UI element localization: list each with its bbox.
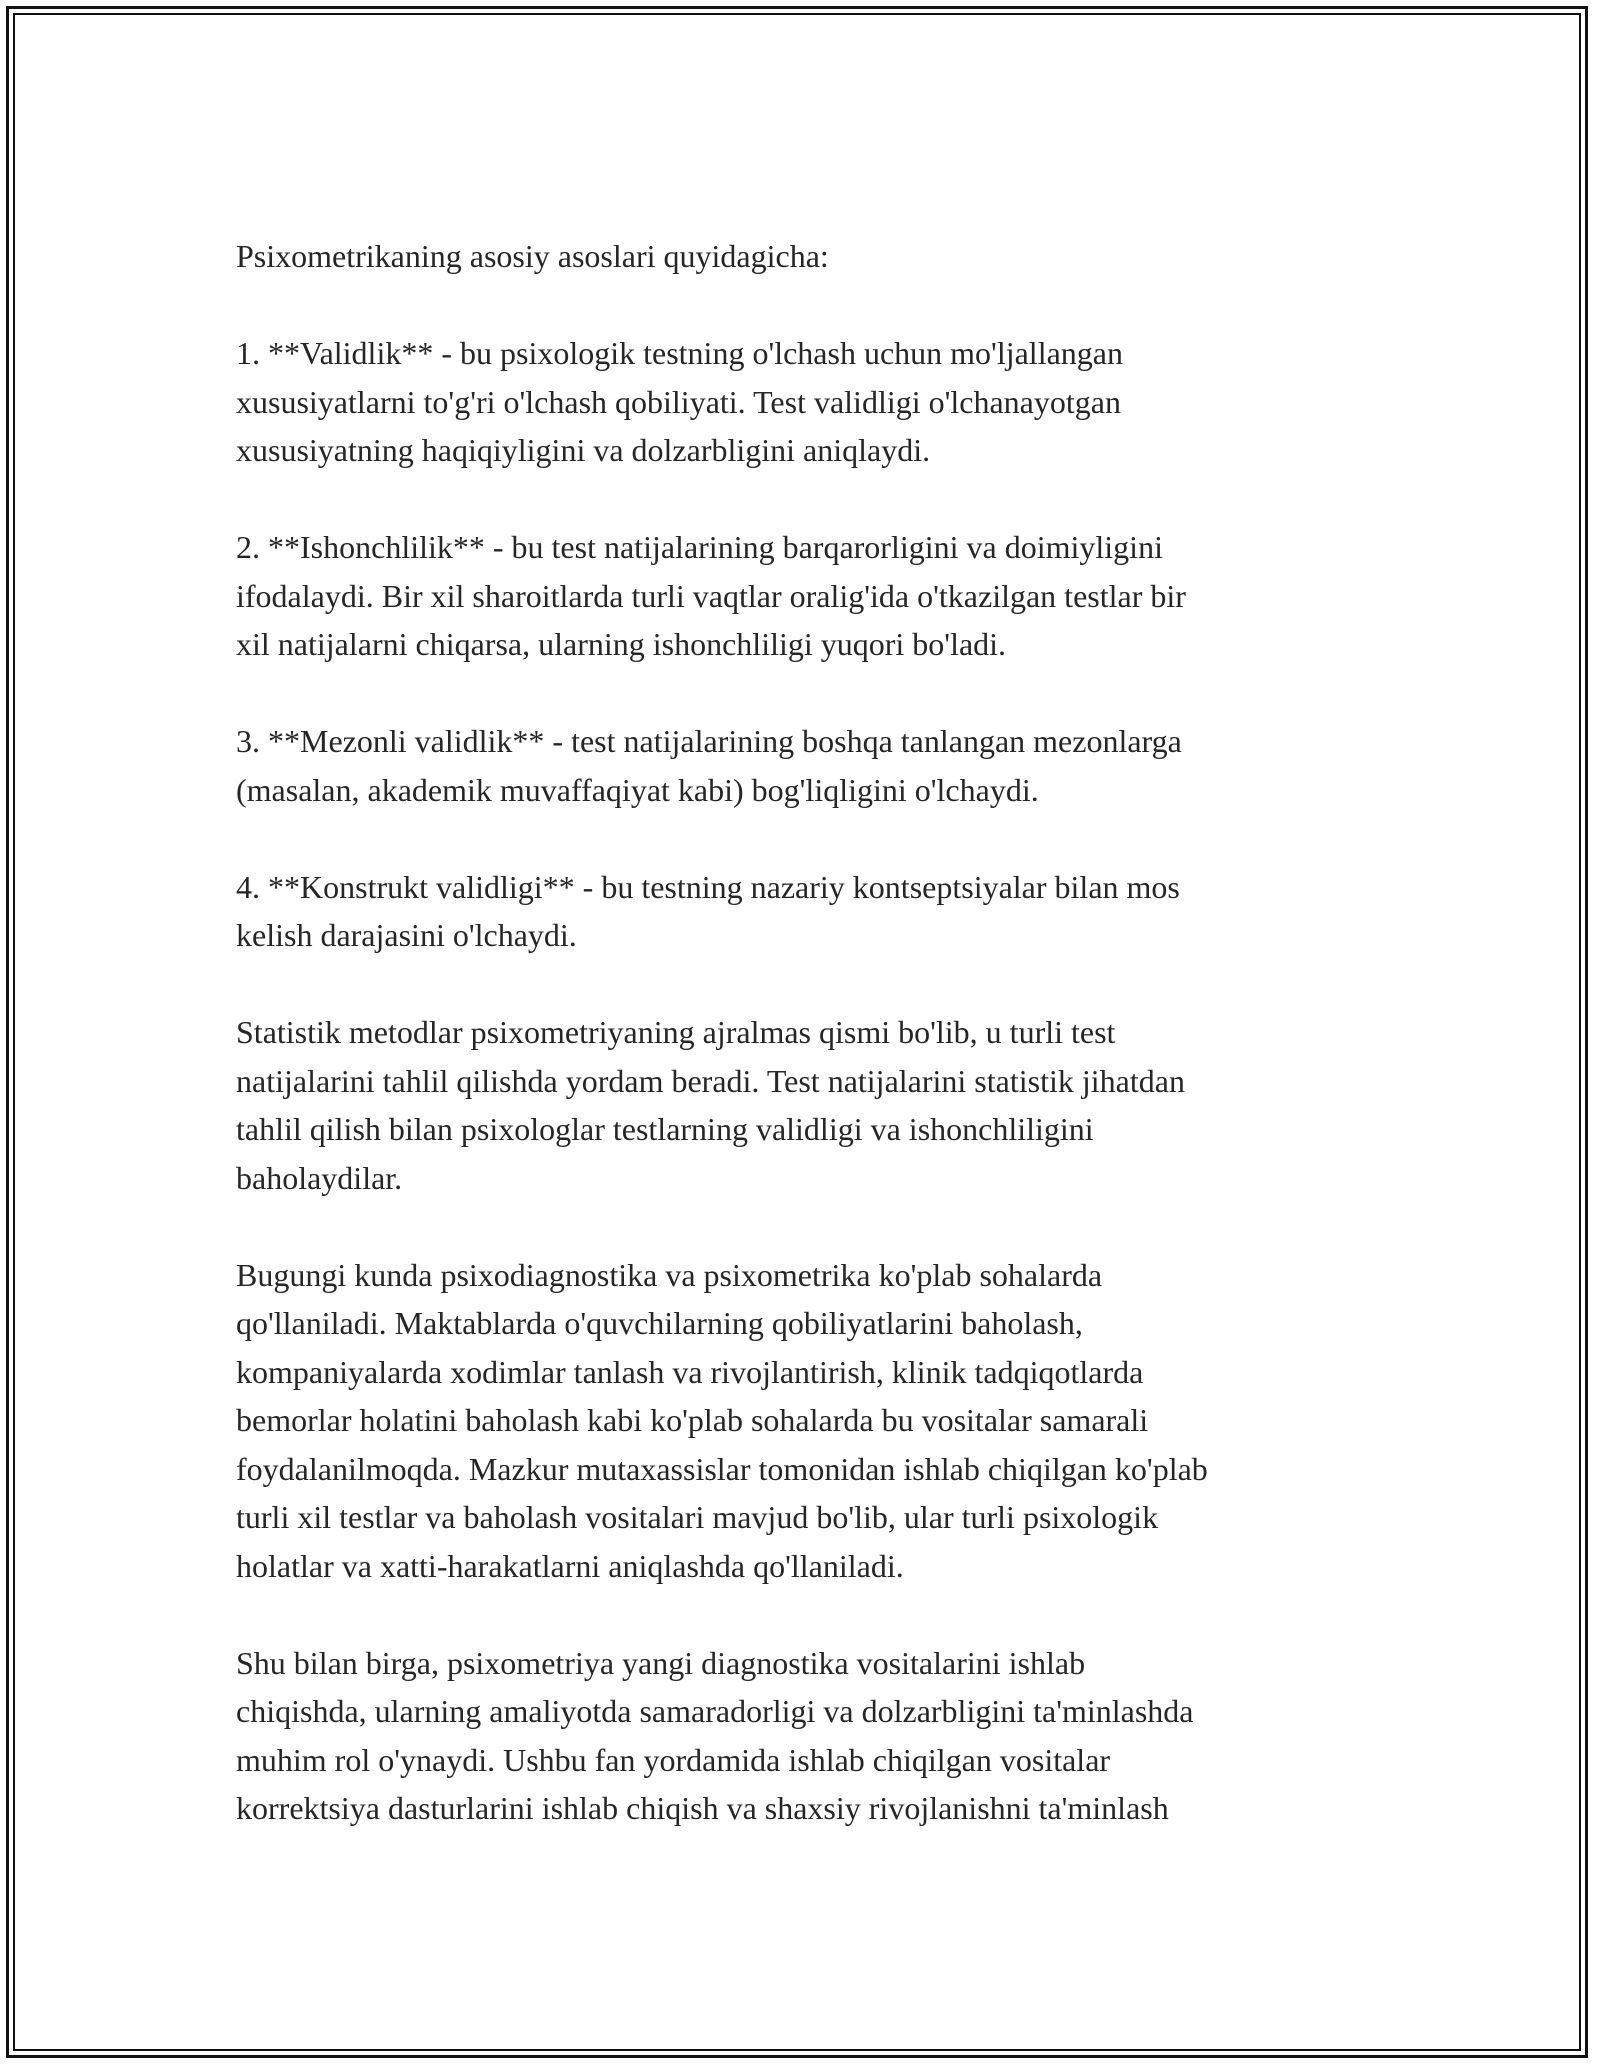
text-line: xususiyatlarni to'g'ri o'lchash qobiliyati. Test validligi o'lchanayotgan [236,383,1121,420]
text-line: foydalanilmoqda. Mazkur mutaxassislar tomonidan ishlab chiqilgan ko'plab [236,1450,1208,1487]
text-line: bemorlar holatini baholash kabi ko'plab sohalarda bu vositalar samarali [236,1402,1149,1438]
paragraph-mezonli-validlik [236,717,1376,814]
paragraph-konstrukt-validligi [236,863,1376,960]
paragraph-statistik-metodlar [236,1008,1376,1202]
text-line: chiqishda, ularning amaliyotda samaradorligi va dolzarbligini ta'minlashda [236,1693,1194,1729]
intro-paragraph [236,232,1376,281]
text-line: muhim rol o'ynaydi. Ushbu fan yordamida ishlab chiqilgan vositalar [236,1741,1111,1778]
document-body [236,232,1376,1881]
paragraph-bugungi-kunda [236,1251,1376,1591]
text-line: 1. **Validlik** - bu psixologik testning o'lchash uchun mo'ljallangan [236,335,1123,371]
text-line: baholaydilar. [236,1159,403,1196]
text-line: turli xil testlar va baholash vositalari mavjud bo'lib, ular turli psixologik [236,1499,1159,1535]
text-line: kompaniyalarda xodimlar tanlash va rivojlantirish, klinik tadqiqotlarda [236,1353,1144,1390]
paragraph-validlik [236,329,1376,475]
text-line: ifodalaydi. Bir xil sharoitlarda turli vaqtlar oralig'ida o'tkazilgan testlar bir [236,577,1186,614]
text-line: 3. **Mezonli validlik** - test natijalarining boshqa tanlangan mezonlarga [236,723,1182,759]
text-line: Bugungi kunda psixodiagnostika va psixometrika ko'plab sohalarda [236,1256,1103,1293]
text-line: 2. **Ishonchlilik** - bu test natijalarining barqarorligini va doimiyligini [236,529,1163,565]
text-line: kelish darajasini o'lchaydi. [236,917,577,953]
text-line: natijalarini tahlil qilishda yordam beradi. Test natijalarini statistik jihatdan [236,1062,1185,1099]
text-line: xususiyatning haqiqiyligini va dolzarbligini aniqlaydi. [236,432,931,468]
text-line: Statistik metodlar psixometriyaning ajralmas qismi bo'lib, u turli test [236,1014,1116,1050]
paragraph-shu-bilan-birga [236,1639,1376,1833]
text-line: qo'llaniladi. Maktablarda o'quvchilarning qobiliyatlarini baholash, [236,1305,1083,1341]
text-line: 4. **Konstrukt validligi** - bu testning nazariy kontseptsiyalar bilan mos [236,868,1180,905]
text-line: korrektsiya dasturlarini ishlab chiqish va shaxsiy rivojlanishni ta'minlash [236,1790,1169,1826]
text-line: (masalan, akademik muvaffaqiyat kabi) bog'liqligini o'lchaydi. [236,771,1039,808]
intro-line: Psixometrikaning asosiy asoslari quyidagicha: [236,238,829,274]
paragraph-ishonchlilik [236,523,1376,669]
text-line: holatlar va xatti-harakatlarni aniqlashda qo'llaniladi. [236,1547,904,1584]
text-line: tahlil qilish bilan psixologlar testlarning validligi va ishonchliligini [236,1111,1094,1147]
text-line: xil natijalarni chiqarsa, ularning ishonchliligi yuqori bo'ladi. [236,626,1007,662]
text-line: Shu bilan birga, psixometriya yangi diagnostika vositalarini ishlab [236,1644,1086,1681]
